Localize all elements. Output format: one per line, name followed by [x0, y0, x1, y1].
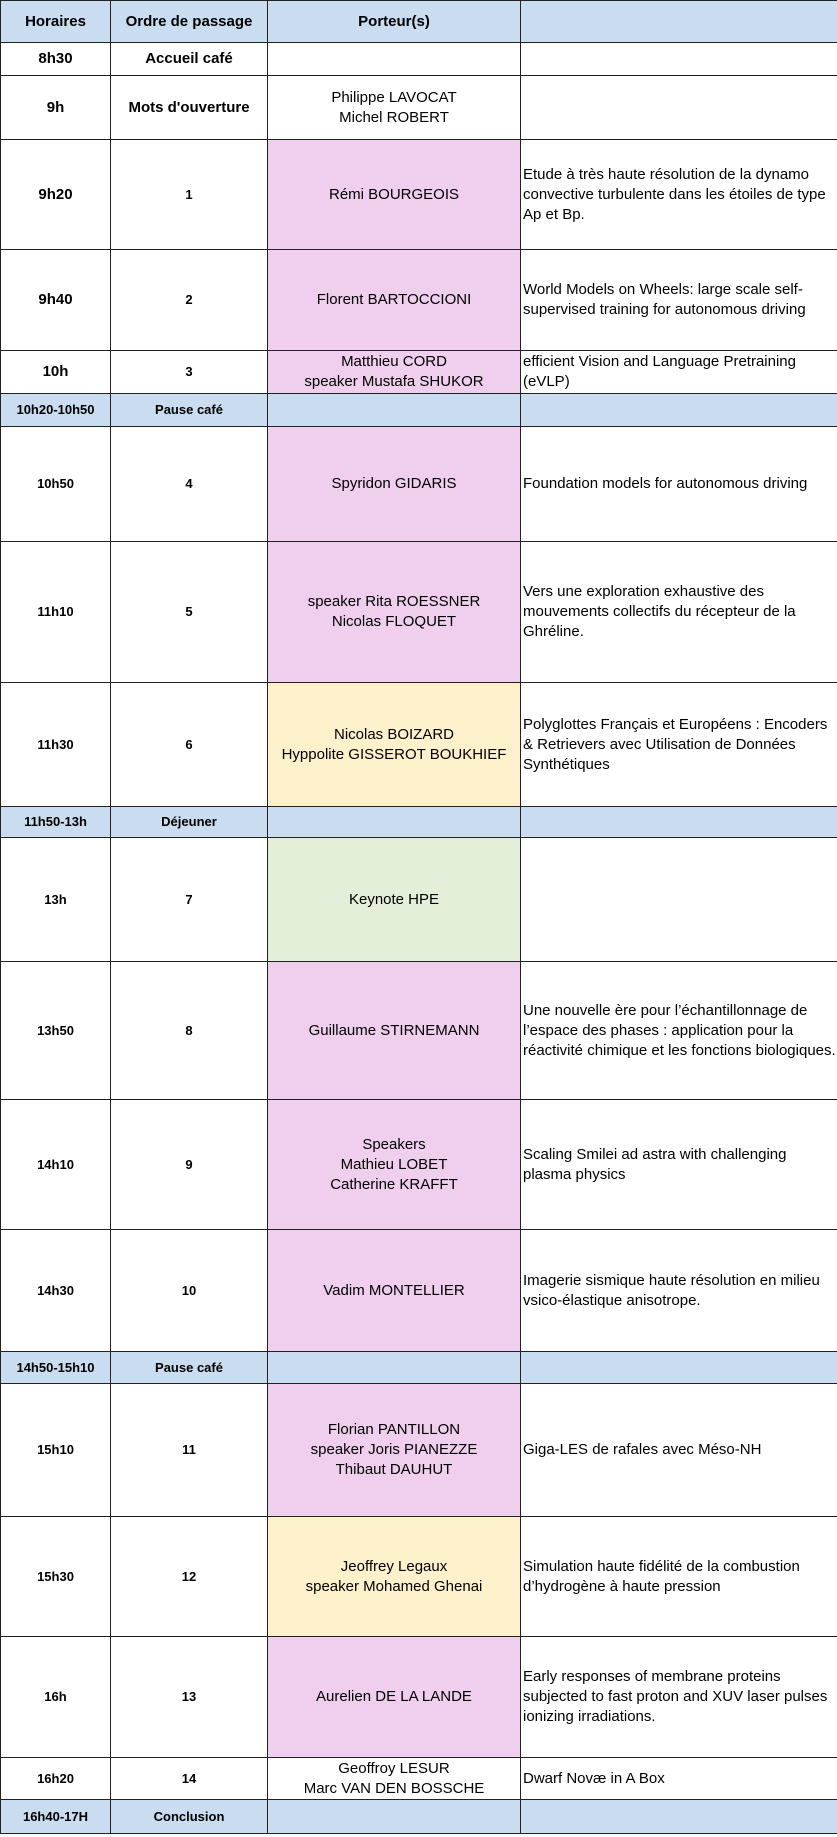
porteur-name: Matthieu CORD [341, 353, 447, 370]
porteur-cell [268, 1637, 521, 1758]
topic-cell [521, 1352, 837, 1384]
order-cell: Conclusion [111, 1800, 268, 1834]
time-cell: 9h20 [1, 140, 111, 250]
time-cell: 14h50-15h10 [1, 1352, 111, 1384]
order-cell: 6 [111, 683, 268, 807]
table-row [1, 427, 837, 542]
porteur-cell [268, 250, 521, 351]
porteur-name: Philippe LAVOCAT [331, 88, 457, 106]
porteur-name: speaker Mohamed Ghenai [305, 1577, 483, 1595]
pause-row [1, 394, 837, 427]
time-cell: 13h50 [1, 962, 111, 1100]
porteur-name: Florent BARTOCCIONI [316, 291, 472, 308]
table-row [1, 1637, 837, 1758]
topic-cell [521, 43, 837, 76]
porteur-name: speaker Mustafa SHUKOR [304, 373, 484, 390]
topic-cell [521, 1800, 837, 1834]
porteur-name: Guillaume STIRNEMANN [308, 1021, 480, 1039]
order-cell: Pause café [111, 394, 268, 427]
order-cell: Pause café [111, 1352, 268, 1384]
topic-cell: World Models on Wheels: large scale self-supervised training for autonomous driving [521, 250, 837, 351]
time-cell: 14h10 [1, 1100, 111, 1230]
porteur-name: Jeoffrey Legaux [340, 1557, 448, 1575]
pause-row [1, 807, 837, 838]
pause-row [1, 1800, 837, 1834]
porteur-cell [268, 76, 521, 140]
order-cell: 1 [111, 140, 268, 250]
order-cell: 5 [111, 542, 268, 683]
header-row [1, 1, 837, 43]
topic-cell: Simulation haute fidélité de la combustion d’hydrogène à haute pression [521, 1517, 837, 1637]
porteur-name: Hyppolite GISSEROT BOUKHIEF [281, 745, 507, 763]
header-horaires: Horaires [1, 1, 111, 43]
table-row [1, 1517, 837, 1637]
order-cell: 11 [111, 1384, 268, 1517]
porteur-cell [268, 394, 521, 427]
time-cell: 16h [1, 1637, 111, 1758]
time-cell: 10h20-10h50 [1, 394, 111, 427]
topic-cell: Scaling Smilei ad astra with challenging plasma physics [521, 1100, 837, 1230]
order-cell: 10 [111, 1230, 268, 1352]
porteur-name: Thibaut DAUHUT [335, 1461, 453, 1478]
time-cell: 11h10 [1, 542, 111, 683]
topic-cell [521, 838, 837, 962]
order-cell: Déjeuner [111, 807, 268, 838]
pause-row [1, 1352, 837, 1384]
table-row [1, 1758, 837, 1800]
table-row [1, 1100, 837, 1230]
porteur-cell [268, 838, 521, 962]
time-cell: 9h40 [1, 250, 111, 351]
time-cell: 10h50 [1, 427, 111, 542]
time-cell: 15h10 [1, 1384, 111, 1517]
topic-cell: Vers une exploration exhaustive des mouvements collectifs du récepteur de la Ghréline. [521, 542, 837, 683]
porteur-name: Speakers [362, 1135, 426, 1153]
order-cell: 3 [111, 351, 268, 394]
topic-cell: Early responses of membrane proteins subjected to fast proton and XUV laser pulses ionizing irradiations. [521, 1637, 837, 1758]
porteur-name: Keynote HPE [348, 890, 440, 908]
porteur-name: Marc VAN DEN BOSSCHE [303, 1779, 485, 1797]
time-cell: 13h [1, 838, 111, 962]
time-cell: 16h20 [1, 1758, 111, 1800]
order-cell: 4 [111, 427, 268, 542]
porteur-cell [268, 542, 521, 683]
porteur-cell [268, 351, 521, 394]
porteur-name: Florian PANTILLON [327, 1421, 461, 1438]
topic-cell: Giga-LES de rafales avec Méso-NH [521, 1384, 837, 1517]
order-cell: 9 [111, 1100, 268, 1230]
table-row [1, 1230, 837, 1352]
porteur-cell [268, 1384, 521, 1517]
topic-cell: Imagerie sismique haute résolution en milieu vsico-élastique anisotrope. [521, 1230, 837, 1352]
table-row [1, 140, 837, 250]
table-row [1, 683, 837, 807]
porteur-name: Spyridon GIDARIS [331, 475, 457, 492]
table-row [1, 351, 837, 394]
table-row [1, 250, 837, 351]
porteur-cell [268, 807, 521, 838]
table-row [1, 838, 837, 962]
porteur-cell [268, 1352, 521, 1384]
topic-cell: Polyglottes Français et Européens : Encoders & Retrievers avec Utilisation de Données Synthétiques [521, 683, 837, 807]
topic-cell [521, 807, 837, 838]
table-row [1, 962, 837, 1100]
porteur-name: speaker Joris PIANEZZE [310, 1441, 478, 1458]
porteur-cell [268, 683, 521, 807]
header-ordre: Ordre de passage [111, 1, 268, 43]
order-cell: 12 [111, 1517, 268, 1637]
header-porteurs: Porteur(s) [268, 1, 521, 43]
header-sujet [521, 1, 837, 43]
order-cell: 7 [111, 838, 268, 962]
order-cell: 2 [111, 250, 268, 351]
topic-cell [521, 394, 837, 427]
porteur-cell [268, 427, 521, 542]
porteur-cell [268, 1758, 521, 1800]
topic-cell [521, 76, 837, 140]
time-cell: 9h [1, 76, 111, 140]
order-cell: 8 [111, 962, 268, 1100]
porteur-name: Catherine KRAFFT [330, 1175, 458, 1193]
porteur-name: Geoffroy LESUR [338, 1759, 450, 1777]
order-cell: 13 [111, 1637, 268, 1758]
order-cell: 14 [111, 1758, 268, 1800]
topic-cell: Etude à très haute résolution de la dynamo convective turbulente dans les étoiles de type Ap et Bp. [521, 140, 837, 250]
porteur-name: Aurelien DE LA LANDE [316, 1688, 472, 1705]
order-cell: Accueil café [111, 43, 268, 76]
topic-cell: Foundation models for autonomous driving [521, 427, 837, 542]
time-cell: 11h50-13h [1, 807, 111, 838]
table-row [1, 76, 837, 140]
table-row [1, 1384, 837, 1517]
time-cell: 10h [1, 351, 111, 394]
time-cell: 16h40-17H [1, 1800, 111, 1834]
porteur-name: Nicolas BOIZARD [333, 725, 455, 743]
porteur-cell [268, 43, 521, 76]
topic-cell: Dwarf Novæ in A Box [521, 1758, 837, 1800]
porteur-name: speaker Rita ROESSNER [307, 593, 481, 610]
porteur-name: Vadim MONTELLIER [323, 1281, 465, 1299]
porteur-name: Mathieu LOBET [340, 1155, 448, 1173]
time-cell: 14h30 [1, 1230, 111, 1352]
porteur-cell [268, 140, 521, 250]
time-cell: 8h30 [1, 43, 111, 76]
porteur-name: Rémi BOURGEOIS [328, 185, 460, 203]
order-cell: Mots d'ouverture [111, 76, 268, 140]
time-cell: 11h30 [1, 683, 111, 807]
porteur-name: Nicolas FLOQUET [331, 613, 457, 630]
table-row [1, 43, 837, 76]
porteur-cell [268, 1800, 521, 1834]
porteur-cell [268, 1100, 521, 1230]
time-cell: 15h30 [1, 1517, 111, 1637]
porteur-cell [268, 962, 521, 1100]
porteur-cell [268, 1230, 521, 1352]
table-row [1, 542, 837, 683]
porteur-cell [268, 1517, 521, 1637]
topic-cell: Une nouvelle ère pour l’échantillonnage de l’espace des phases : application pour la réactivité chimique et les fonctions biologiques. [521, 962, 837, 1100]
topic-cell: efficient Vision and Language Pretraining (eVLP) [521, 351, 837, 394]
porteur-name: Michel ROBERT [339, 108, 449, 126]
